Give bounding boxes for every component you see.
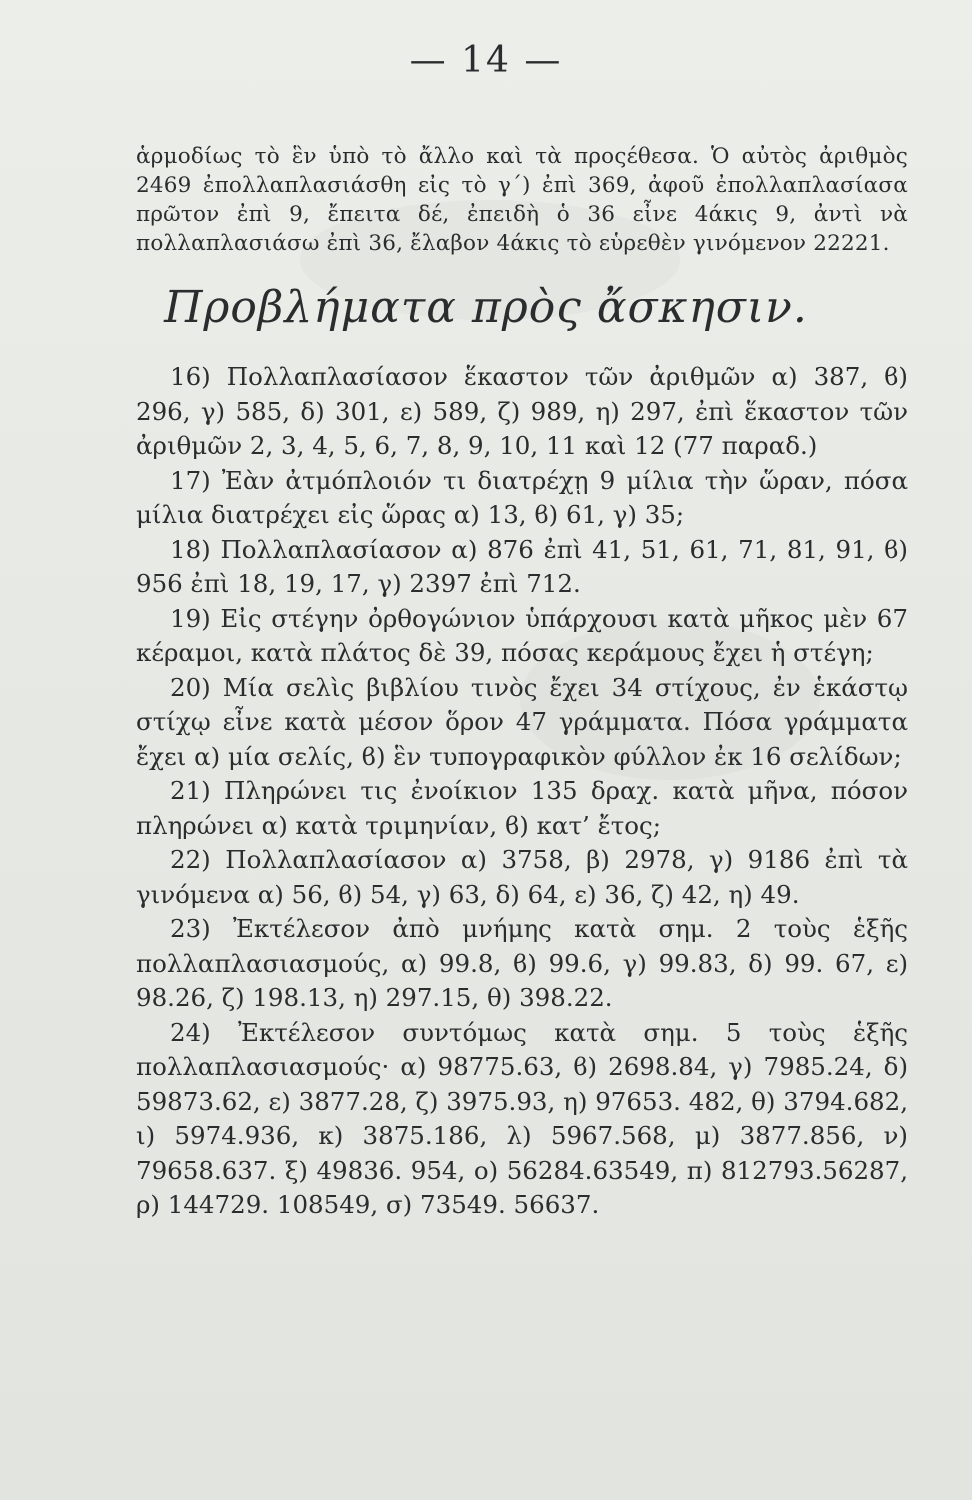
problem-17: 17) Ἐὰν ἀτμόπλοιόν τι διατρέχῃ 9 μίλια τὴν ὥραν, πόσα μίλια διατρέχει εἰς ὥρας α) 13, ϐ) 61, γ) 35;: [136, 465, 908, 529]
section-title: Προβλήματα πρὸς ἄσκησιν.: [164, 282, 808, 333]
problem-list: [136, 360, 908, 1223]
problem-21: 21) Πληρώνει τις ἐνοίκιον 135 δραχ. κατὰ μῆνα, πόσον πληρώνει α) κατὰ τριμηνίαν, ϐ) κατ’ ἔτος;: [136, 776, 908, 840]
page-number: — 14 —: [409, 40, 563, 81]
intro-paragraph: ἁρμοδίως τὸ ἓν ὑπὸ τὸ ἄλλο καὶ τὰ προςέθεσα. Ὁ αὐτὸς ἀριθμὸς 2469 ἐπολλαπλασιάσθη εἰς τὸ γ΄) ἐπὶ 369, ἀφοῦ ἐπολλαπλασίασα πρῶτον ἐπὶ 9, ἔπειτα δέ, ἐπειδὴ ὁ 36 εἶνε 4άκις 9, ἀντὶ νὰ πολλαπλασιάσω ἐπὶ 36, ἔλαβον 4άκις τὸ εὑρεθὲν γινόμενον 22221.: [136, 143, 908, 256]
problem-24: 24) Ἐκτέλεσον συντόμως κατὰ σημ. 5 τοὺς ἑξῆς πολλαπλασιασμούς· α) 98775.63, ϐ) 2698.84, γ) 7985.24, δ) 59873.62, ε) 3877.28, ζ) 3975.93, η) 97653. 482, θ) 3794.682, ι) 5974.936, κ) 3875.186, λ) 5967.568, μ) 3877.856, ν) 79658.637. ξ) 49836. 954, ο) 56284.63549, π) 812793.56287, ρ) 144729. 108549, σ) 73549. 56637.: [136, 1017, 908, 1219]
problem-20: 20) Μία σελὶς βιβλίου τινὸς ἔχει 34 στίχους, ἐν ἑκάστῳ στίχῳ εἶνε κατὰ μέσον ὅρον 47 γράμματα. Πόσα γράμματα ἔχει α) μία σελίς, ϐ) ἓν τυπογραφικὸν φύλλον ἐκ 16 σελίδων;: [136, 672, 908, 771]
problem-16: 16) Πολλαπλασίασον ἕκαστον τῶν ἀριθμῶν α) 387, ϐ) 296, γ) 585, δ) 301, ε) 589, ζ) 989, η) 297, ἐπὶ ἕκαστον τῶν ἀριθμῶν 2, 3, 4, 5, 6, 7, 8, 9, 10, 11 καὶ 12 (77 παραδ.): [136, 362, 908, 460]
problem-19: 19) Εἰς στέγην ὀρθογώνιον ὑπάρχουσι κατὰ μῆκος μὲν 67 κέραμοι, κατὰ πλάτος δὲ 39, πόσας κεράμους ἔχει ἡ στέγη;: [136, 603, 908, 667]
problem-23: 23) Ἐκτέλεσον ἀπὸ μνήμης κατὰ σημ. 2 τοὺς ἑξῆς πολλαπλασιασμούς, α) 99.8, ϐ) 99.6, γ) 99.83, δ) 99. 67, ε) 98.26, ζ) 198.13, η) 297.15, θ) 398.22.: [136, 914, 908, 1012]
problem-18: 18) Πολλαπλασίασον α) 876 ἐπὶ 41, 51, 61, 71, 81, 91, ϐ) 956 ἐπὶ 18, 19, 17, γ) 2397 ἐπὶ 712.: [136, 534, 908, 598]
problem-22: 22) Πολλαπλασίασον α) 3758, β) 2978, γ) 9186 ἐπὶ τὰ γινόμενα α) 56, ϐ) 54, γ) 63, δ) 64, ε) 36, ζ) 42, η) 49.: [136, 845, 908, 909]
